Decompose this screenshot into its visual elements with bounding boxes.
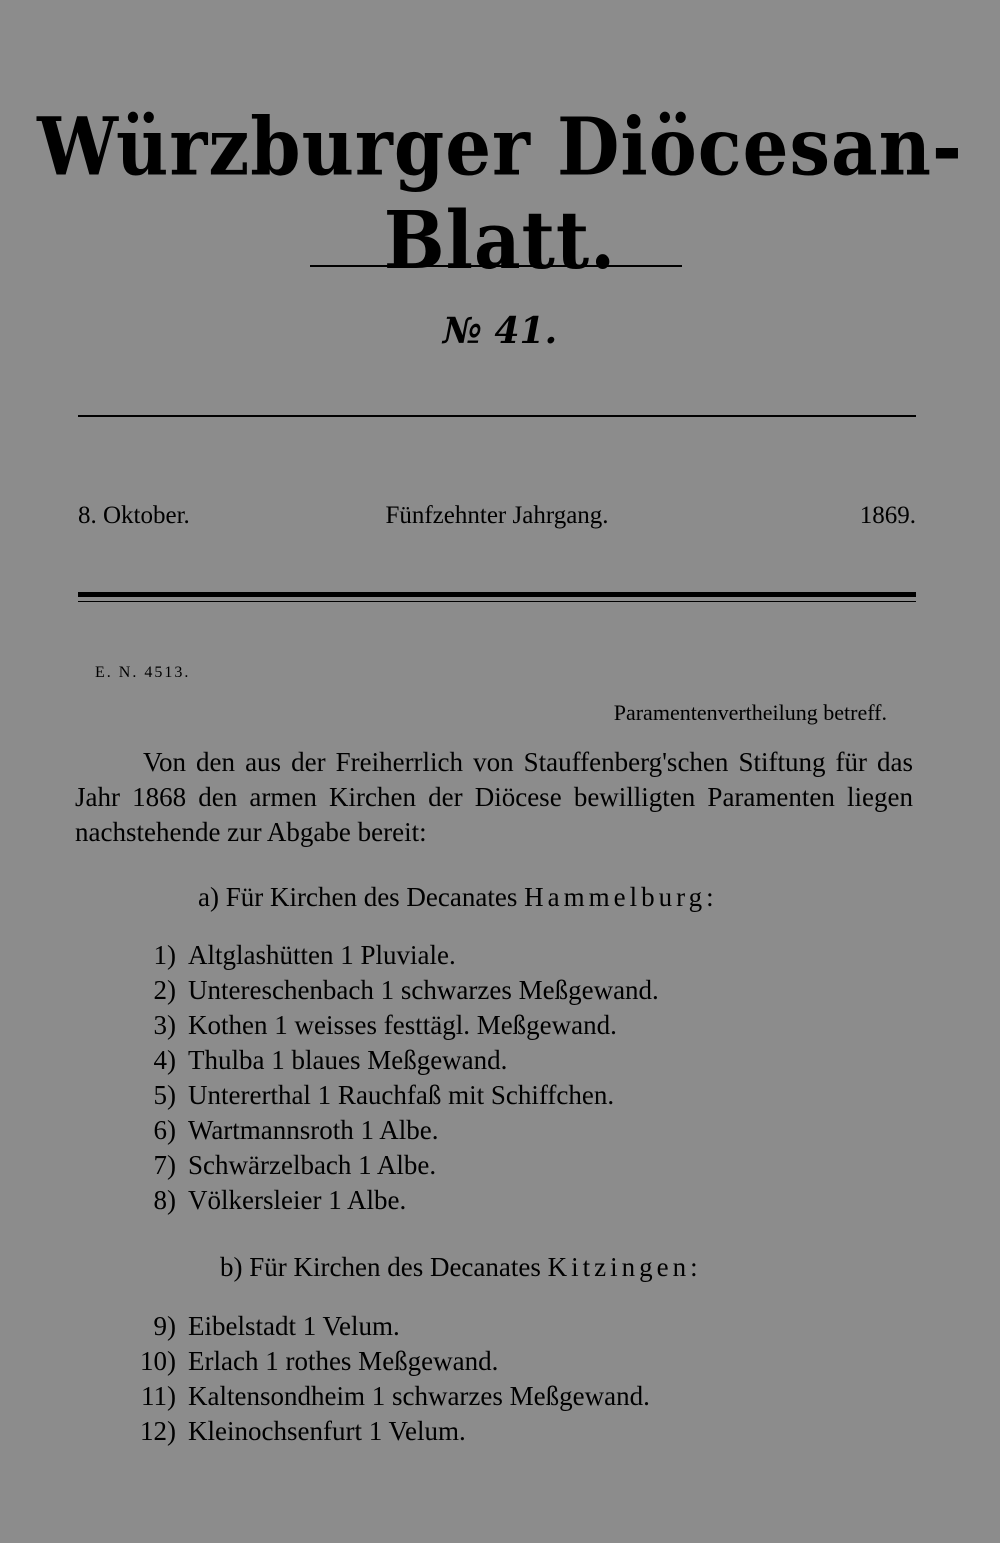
item-text: Untererthal 1 Rauchfaß mit Schiffchen.: [188, 1080, 615, 1110]
list-item: [130, 1309, 650, 1344]
item-number: 6): [153, 1115, 176, 1145]
header-rule: [78, 415, 916, 417]
item-text: Kothen 1 weisses festtägl. Meßgewand.: [188, 1010, 617, 1040]
list-item: [130, 1043, 659, 1078]
item-text: Kleinochsenfurt 1 Velum.: [188, 1416, 466, 1446]
thin-rule: [78, 601, 916, 602]
section-heading-a: [198, 882, 718, 913]
item-number: 12): [140, 1416, 176, 1446]
item-number: 4): [153, 1045, 176, 1075]
list-item: [130, 1414, 650, 1449]
item-number: 11): [141, 1381, 176, 1411]
item-text: Erlach 1 rothes Meßgewand.: [188, 1346, 499, 1376]
item-text: Völkersleier 1 Albe.: [188, 1185, 407, 1215]
item-number: 3): [153, 1010, 176, 1040]
issue-year: 1869.: [859, 502, 916, 529]
list-item: [130, 1379, 650, 1414]
item-text: Thulba 1 blaues Meßgewand.: [188, 1045, 508, 1075]
reference-number: E. N. 4513.: [95, 664, 191, 681]
masthead-rule: [310, 265, 682, 267]
notice-body: Von den aus der Freiherrlich von Stauffenberg'schen Stiftung für das Jahr 1868 den armen Kirchen der Diöcese bewilligten Paramenten liegen nachstehende zur Abgabe bereit:: [75, 747, 913, 847]
item-number: 8): [153, 1185, 176, 1215]
section-heading-b: [220, 1252, 702, 1283]
item-number: 5): [153, 1080, 176, 1110]
section-heading-prefix: a) Für Kirchen des Decanates: [198, 882, 518, 912]
thick-rule: [78, 592, 916, 597]
item-number: 10): [140, 1346, 176, 1376]
list-item: [130, 1183, 659, 1218]
notice-subject: Paramentenvertheilung betreff.: [613, 700, 887, 725]
list-item: [130, 1148, 659, 1183]
item-text: Untereschenbach 1 schwarzes Meßgewand.: [188, 975, 659, 1005]
item-number: 1): [153, 940, 176, 970]
deanery-name: Kitzingen:: [547, 1252, 702, 1282]
list-item: [130, 973, 659, 1008]
item-text: Eibelstadt 1 Velum.: [188, 1311, 400, 1341]
masthead-title: Würzburger Diöcesan-Blatt.: [37, 99, 963, 287]
item-text: Kaltensondheim 1 schwarzes Meßgewand.: [188, 1381, 650, 1411]
item-number: 9): [153, 1311, 176, 1341]
list-item: [130, 1344, 650, 1379]
issue-date: 8. Oktober.: [78, 502, 190, 529]
parament-list-a: [130, 938, 659, 1218]
deanery-name: Hammelburg:: [524, 882, 718, 912]
item-number: 7): [153, 1150, 176, 1180]
issue-number: № 41.: [442, 310, 558, 352]
section-heading-prefix: b) Für Kirchen des Decanates: [220, 1252, 541, 1282]
item-text: Schwärzelbach 1 Albe.: [188, 1150, 437, 1180]
item-text: Altglashütten 1 Pluviale.: [188, 940, 456, 970]
item-number: 2): [153, 975, 176, 1005]
list-item: [130, 1078, 659, 1113]
parament-list-b: [130, 1309, 650, 1449]
list-item: [130, 938, 659, 973]
list-item: [130, 1113, 659, 1148]
volume-label: Fünfzehnter Jahrgang.: [385, 502, 609, 529]
item-text: Wartmannsroth 1 Albe.: [188, 1115, 439, 1145]
list-item: [130, 1008, 659, 1043]
